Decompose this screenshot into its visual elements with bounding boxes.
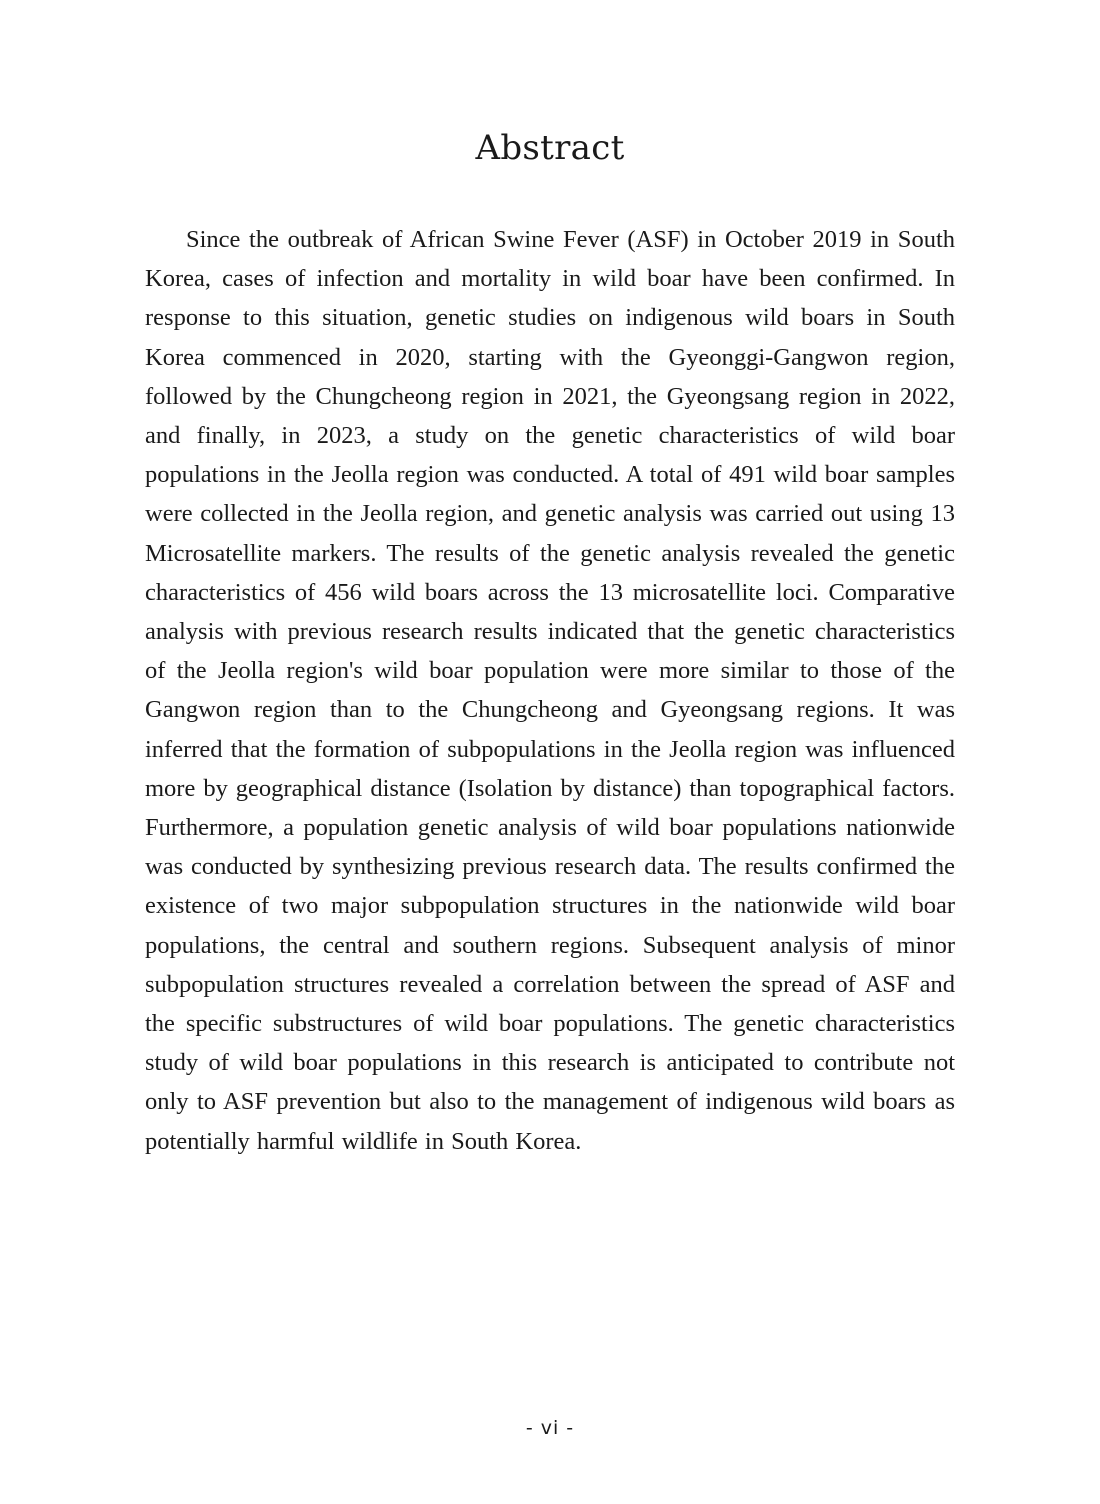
abstract-body-paragraph: Since the outbreak of African Swine Fever (ASF) in October 2019 in South Korea, cases of infection and mortality in wild boar have been confirmed. In response to this situation, genetic studies on indigenous wild boars in South Korea commenced in 2020, starting with the Gyeonggi-Gangwon region, followed by the Chungcheong region in 2021, the Gyeongsang region in 2022, and finally, in 2023, a study on the genetic characteristics of wild boar populations in the Jeolla region was conducted. A total of 491 wild boar samples were collected in the Jeolla region, and genetic analysis was carried out using 13 Microsatellite markers. The results of the genetic analysis revealed the genetic characteristics of 456 wild boars across the 13 microsatellite loci. Comparative analysis with previous research results indicated that the genetic characteristics of the Jeolla region's wild boar population were more similar to those of the Gangwon region than to the Chungcheong and Gyeongsang regions. It was inferred that the formation of subpopulations in the Jeolla region was influenced more by geographical distance (Isolation by distance) than topographical factors. Furthermore, a population genetic analysis of wild boar populations nationwide was conducted by synthesizing previous research data. The results confirmed the existence of two major subpopulation structures in the nationwide wild boar populations, the central and southern regions. Subsequent analysis of minor subpopulation structures revealed a correlation between the spread of ASF and the specific substructures of wild boar populations. The genetic characteristics study of wild boar populations in this research is anticipated to contribute not only to ASF prevention but also to the management of indigenous wild boars as potentially harmful wildlife in South Korea. bbox=[145, 226, 955, 1155]
page-number: - vi - bbox=[525, 1417, 575, 1439]
abstract-title: Abstract bbox=[475, 128, 625, 168]
